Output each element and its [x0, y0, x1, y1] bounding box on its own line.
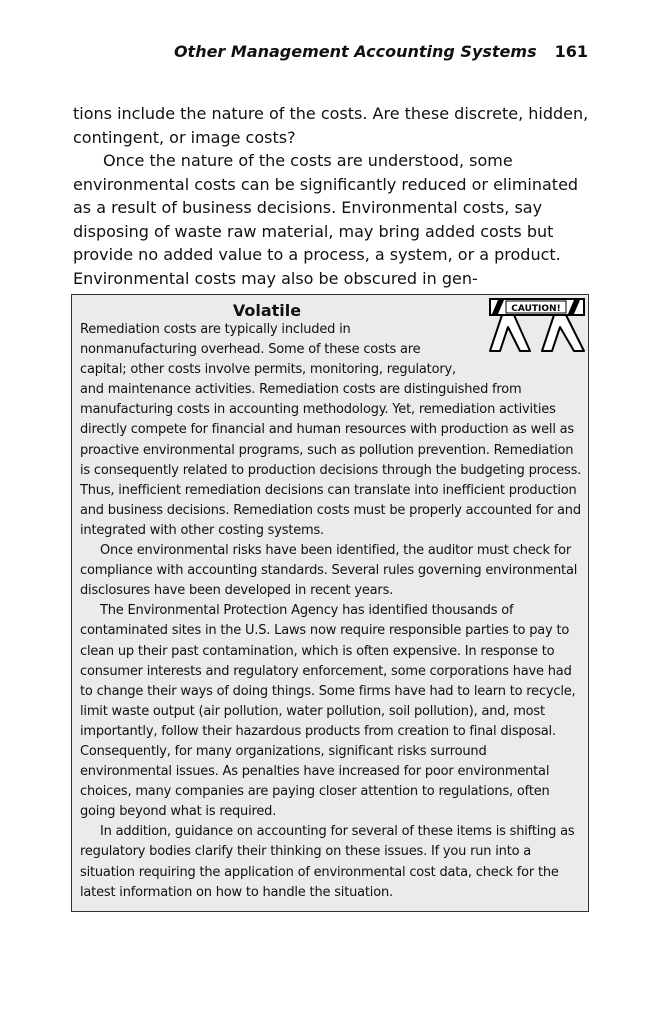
sidebar-paragraph: Remediation costs are typically included in nonmanufacturing overhead. Some of these costs are capital; other costs involve permits, monitoring, regulatory, and maintenance activities. Remediation costs are distinguished from manufacturing costs in accounting methodology. Yet, remediation activities directly compete for financial and human resources with production as well as proactive environmental programs, such as pollution prevention. Remediation is consequently related to production decisions through the budgeting process. Thus, inefficient remediation decisions can translate into inefficient production and business decisions. Remediation costs must be properly accounted for and integrated with other costing systems. — [80, 322, 582, 538]
sidebar-text — [80, 320, 582, 903]
page-number: 161 — [554, 42, 588, 61]
running-head-title: Other Management Accounting Systems — [173, 42, 537, 61]
sidebar-paragraph: In addition, guidance on accounting for several of these items is shifting as regulatory bodies clarify their thinking on these issues. If you run into a situation requiring the application of environmental cost data, check for the latest information on how to handle the situation. — [80, 824, 575, 900]
volatile-sidebar — [71, 294, 589, 912]
body-text — [73, 102, 593, 290]
body-paragraph: tions include the nature of the costs. Are these discrete, hidden, contingent, or image costs? — [73, 104, 589, 147]
sidebar-paragraph: Once environmental risks have been identified, the auditor must check for compliance with accounting standards. Several rules governing environmental disclosures have been developed in recent years. — [80, 543, 578, 599]
sidebar-title: Volatile — [232, 301, 302, 320]
sidebar-paragraph: The Environmental Protection Agency has identified thousands of contaminated sites in the U.S. Laws now require responsible parties to pay to clean up their past contamination, which is often expensive. In response to consumer interests and regulatory enforcement, some corporations have had to change their ways of doing things. Some firms have had to learn to recycle, limit waste output (air pollution, water pollution, soil pollution), and, most importantly, follow their hazardous products from creation to final disposal. Consequently, for many organizations, significant risks surround environmental issues. As penalties have increased for poor environmental choices, many companies are paying closer attention to regulations, often going beyond what is required. — [80, 603, 576, 820]
icon-text-wrap-spacer — [470, 320, 582, 374]
running-head — [0, 42, 588, 62]
body-paragraph: Once the nature of the costs are understood, some environmental costs can be significantly reduced or eliminated as a result of business decisions. Environmental costs, say disposing of waste raw material, may bring added costs but provide no added value to a process, a system, or a product. Environmental costs may also be obscured in gen- — [73, 151, 579, 288]
caution-icon-label: CAUTION! — [511, 304, 561, 314]
